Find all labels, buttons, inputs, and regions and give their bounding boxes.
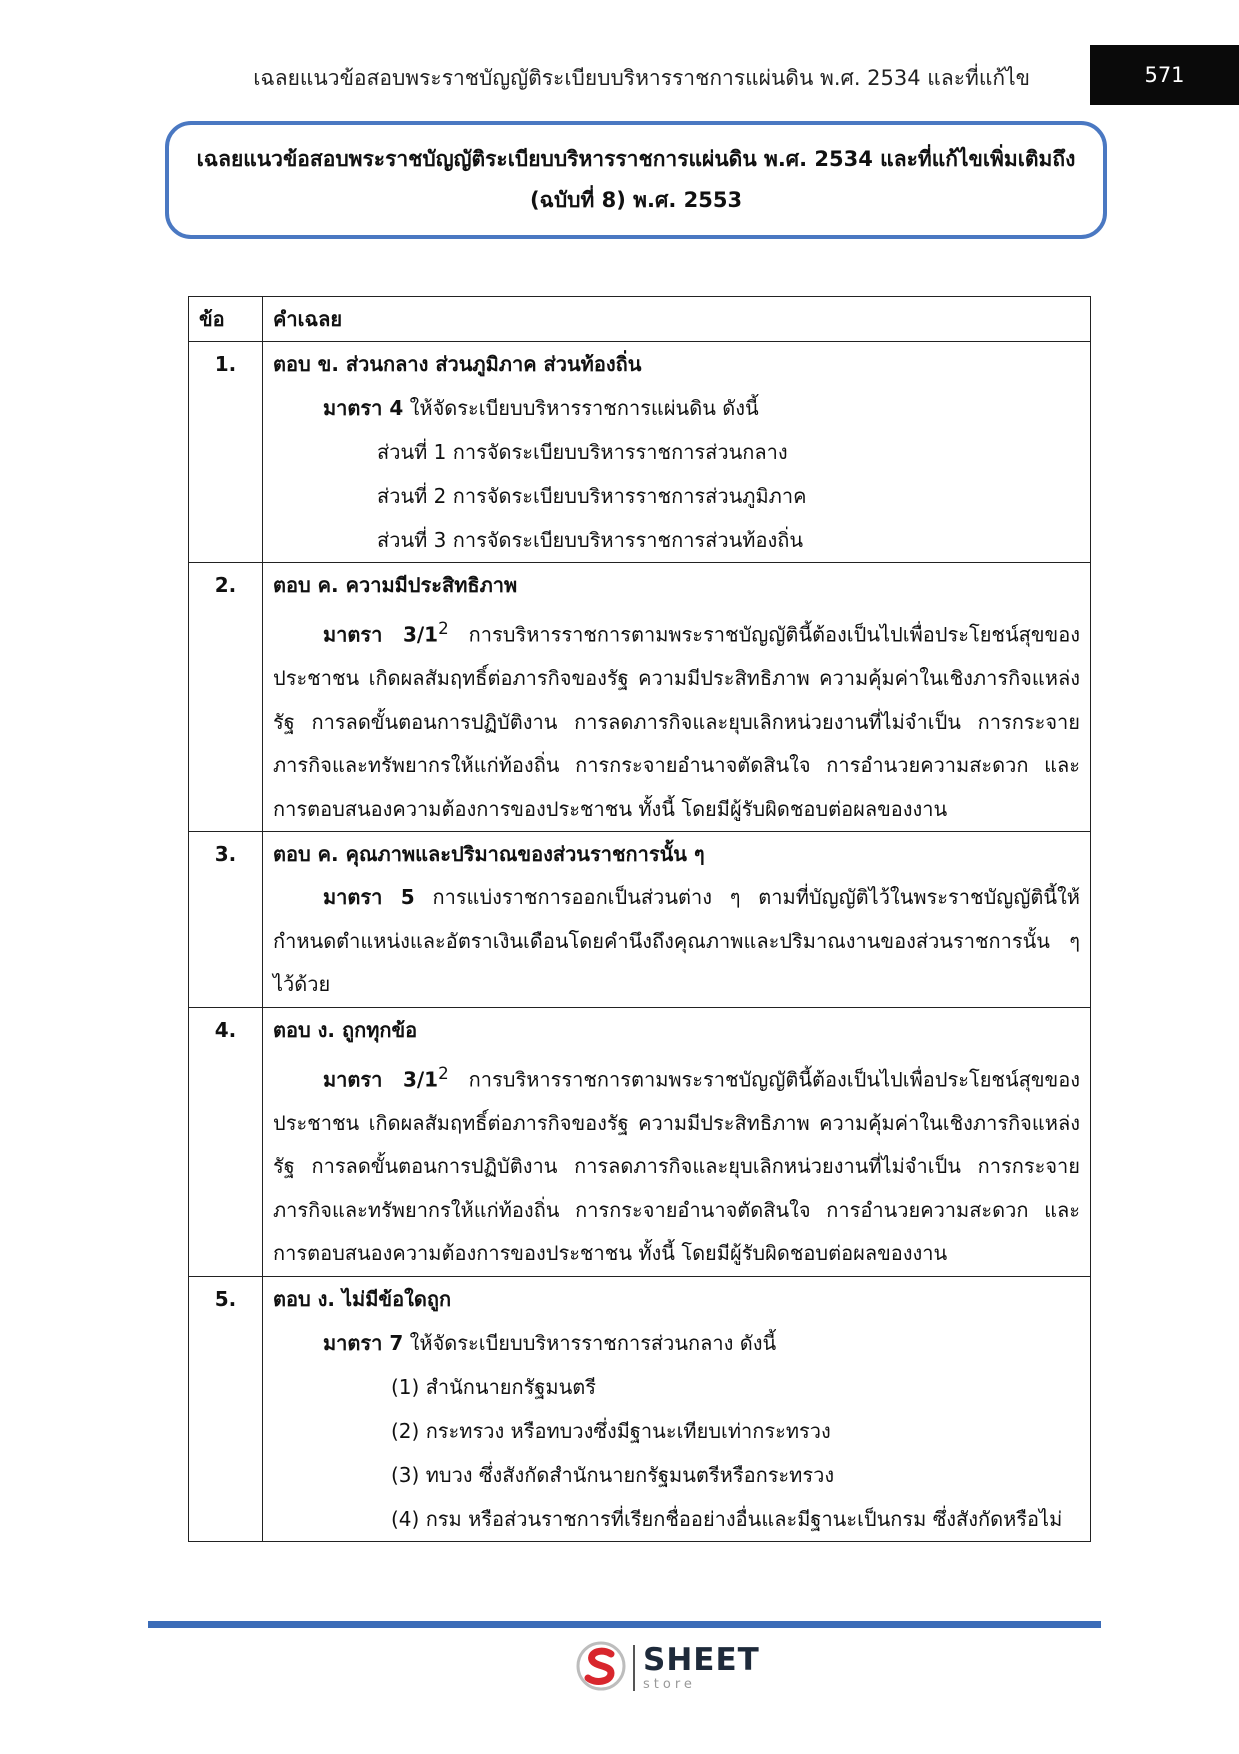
answer-table [188, 296, 1091, 1542]
column-header-number: ข้อ [189, 297, 263, 342]
section-label: มาตรา 3/1 [323, 1067, 439, 1092]
question-number: 4. [214, 1017, 237, 1042]
logo-text [643, 1642, 760, 1692]
section-label: มาตรา 5 [323, 885, 415, 910]
footer-rule [148, 1621, 1101, 1628]
table-row [189, 1276, 1091, 1541]
list-item: ส่วนที่ 1 การจัดระเบียบบริหารราชการส่วนกลาง [377, 440, 788, 464]
answer-choice: ตอบ ค. ความมีประสิทธิภาพ [273, 573, 518, 597]
answer-choice: ตอบ ข. ส่วนกลาง ส่วนภูมิภาค ส่วนท้องถิ่น [273, 352, 642, 376]
list-item: ส่วนที่ 3 การจัดระเบียบบริหารราชการส่วนท้องถิ่น [377, 528, 804, 552]
section-citation [273, 386, 1080, 430]
section-text: ให้จัดระเบียบบริหารราชการแผ่นดิน ดังนี้ [403, 396, 759, 420]
question-number: 5. [214, 1286, 237, 1311]
section-label: มาตรา 7 [323, 1330, 404, 1355]
explanation-paragraph [273, 876, 1080, 1007]
table-row [189, 342, 1091, 563]
list-item: (2) กระทรวง หรือทบวงซึ่งมีฐานะเทียบเท่ากระทรวง [391, 1418, 831, 1443]
list-item: ส่วนที่ 2 การจัดระเบียบบริหารราชการส่วนภูมิภาค [377, 484, 807, 508]
footnote-marker: 2 [438, 1063, 449, 1083]
document-title-line-1: เฉลยแนวข้อสอบพระราชบัญญัติระเบียบบริหารราชการแผ่นดิน พ.ศ. 2534 และที่แก้ไขเพิ่มเติมถึง [196, 147, 1076, 171]
sheet-store-logo [575, 1640, 760, 1696]
section-text: ให้จัดระเบียบบริหารราชการส่วนกลาง ดังนี้ [403, 1330, 777, 1355]
answer-choice: ตอบ ง. ถูกทุกข้อ [273, 1017, 418, 1042]
section-text: การบริหารราชการตามพระราชบัญญัตินี้ต้องเป็นไปเพื่อประโยชน์สุขของประชาชน เกิดผลสัมฤทธิ์ต่อภารกิจของรัฐ ความมีประสิทธิภาพ ความคุ้มค่าในเชิงภารกิจแหล่งรัฐ การลดขั้นตอนการปฏิบัติงาน การลดภารกิจและยุบเลิกหน่วยงานที่ไม่จำเป็น การกระจายภารกิจและทรัพยากรให้แก่ท้องถิ่น การกระจายอำนาจตัดสินใจ การอำนวยความสะดวก และการตอบสนองความต้องการของประชาชน ทั้งนี้ โดยมีผู้รับผิดชอบต่อผลของงาน [273, 622, 1080, 821]
list-item: (4) กรม หรือส่วนราชการที่เรียกชื่ออย่างอื่นและมีฐานะเป็นกรม ซึ่งสังกัดหรือไม่ [391, 1506, 1063, 1531]
explanation-paragraph [273, 607, 1080, 831]
table-row [189, 832, 1091, 1008]
section-text: การแบ่งราชการออกเป็นส่วนต่าง ๆ ตามที่บัญญัติไว้ในพระราชบัญญัตินี้ให้กำหนดตำแหน่งและอัตราเงินเดือนโดยคำนึงถึงคุณภาพและปริมาณงานของส่วนราชการนั้น ๆ ไว้ด้วย [273, 885, 1080, 997]
document-title-box [165, 121, 1107, 239]
question-number: 3. [214, 842, 237, 867]
table-row [189, 563, 1091, 832]
section-label: มาตรา 4 [323, 396, 404, 420]
document-title-line-2: (ฉบับที่ 8) พ.ศ. 2553 [529, 188, 743, 212]
logo-divider [633, 1645, 635, 1691]
section-text: การบริหารราชการตามพระราชบัญญัตินี้ต้องเป็นไปเพื่อประโยชน์สุขของประชาชน เกิดผลสัมฤทธิ์ต่อภารกิจของรัฐ ความมีประสิทธิภาพ ความคุ้มค่าในเชิงภารกิจแหล่งรัฐ การลดขั้นตอนการปฏิบัติงาน การลดภารกิจและยุบเลิกหน่วยงานที่ไม่จำเป็น การกระจายภารกิจและทรัพยากรให้แก่ท้องถิ่น การกระจายอำนาจตัดสินใจ การอำนวยความสะดวก และการตอบสนองความต้องการของประชาชน ทั้งนี้ โดยมีผู้รับผิดชอบต่อผลของงาน [273, 1067, 1080, 1266]
list-item: (1) สำนักนายกรัฐมนตรี [391, 1374, 596, 1399]
column-header-answer: คำเฉลย [263, 297, 1091, 342]
table-header-row [189, 297, 1091, 342]
question-number: 2. [214, 573, 237, 597]
footnote-marker: 2 [438, 619, 449, 638]
page-number: 571 [1090, 45, 1239, 105]
question-number: 1. [214, 352, 237, 376]
logo-subword: store [643, 1677, 696, 1692]
section-label: มาตรา 3/1 [323, 622, 439, 647]
logo-word: SHEET [643, 1642, 760, 1678]
list-item: (3) ทบวง ซึ่งสังกัดสำนักนายกรัฐมนตรีหรือกระทรวง [391, 1462, 835, 1487]
logo-s-icon [575, 1640, 627, 1696]
answer-choice: ตอบ ง. ไม่มีข้อใดถูก [273, 1286, 452, 1311]
answer-choice: ตอบ ค. คุณภาพและปริมาณของส่วนราชการนั้น ๆ [273, 842, 705, 867]
table-row [189, 1007, 1091, 1276]
running-header: เฉลยแนวข้อสอบพระราชบัญญัติระเบียบบริหารราชการแผ่นดิน พ.ศ. 2534 และที่แก้ไข [253, 66, 1030, 90]
section-citation [273, 1321, 1080, 1365]
explanation-paragraph [273, 1052, 1080, 1276]
